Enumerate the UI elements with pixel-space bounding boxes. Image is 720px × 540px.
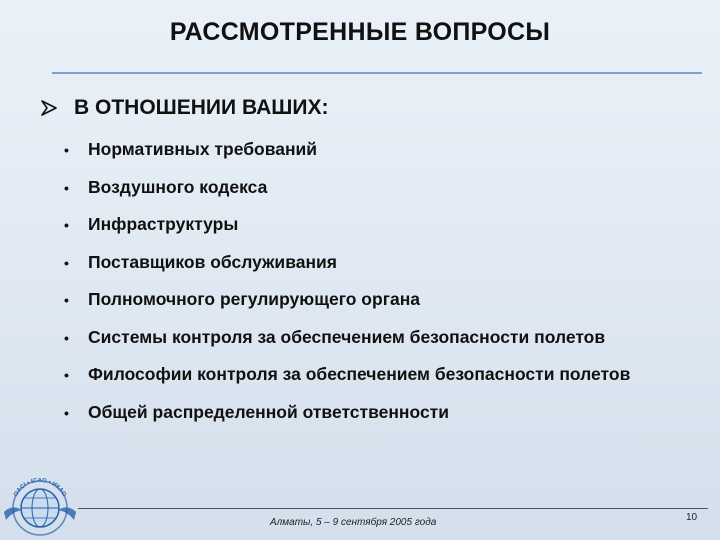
list-item-text: Полномочного регулирующего органа bbox=[88, 289, 421, 309]
bullet-icon: • bbox=[64, 254, 69, 271]
list-item bbox=[64, 214, 704, 235]
list-item bbox=[64, 289, 704, 310]
list-item-text: Поставщиков обслуживания bbox=[88, 251, 337, 272]
bullet-list bbox=[64, 139, 704, 439]
list-item bbox=[64, 364, 704, 385]
bullet-icon: • bbox=[64, 367, 69, 383]
list-item bbox=[64, 402, 704, 423]
list-item-text: Общей распределенной ответственности bbox=[88, 401, 450, 422]
list-item-text: Системы контроля за обеспечением безопасности полетов bbox=[88, 326, 606, 347]
list-item bbox=[64, 252, 704, 273]
bullet-icon: • bbox=[64, 329, 69, 346]
list-item-text: Воздушного кодекса bbox=[88, 176, 268, 197]
footer-location-date: Алматы, 5 – 9 сентября 2005 года bbox=[270, 517, 437, 528]
bullet-icon: • bbox=[64, 142, 69, 158]
logo-ring-text: OACI • ICAO • ИКАО bbox=[13, 477, 67, 498]
footer-divider bbox=[78, 508, 708, 509]
page-number: 10 bbox=[686, 512, 698, 523]
bullet-icon: • bbox=[64, 404, 69, 421]
section-heading-text: В ОТНОШЕНИИ ВАШИХ: bbox=[74, 96, 329, 119]
icao-logo-icon bbox=[0, 468, 80, 538]
bullet-icon: • bbox=[64, 179, 69, 196]
slide-title: РАССМОТРЕННЫЕ ВОПРОСЫ bbox=[169, 18, 551, 46]
section-heading bbox=[40, 96, 328, 120]
title-divider bbox=[52, 72, 702, 74]
list-item-text: Философии контроля за обеспечением безопасности полетов bbox=[88, 364, 631, 384]
list-item bbox=[64, 327, 704, 348]
bullet-icon: • bbox=[64, 292, 69, 308]
list-item bbox=[64, 139, 704, 160]
list-item-text: Инфраструктуры bbox=[88, 214, 239, 234]
arrow-bullet-icon bbox=[40, 99, 58, 117]
list-item-text: Нормативных требований bbox=[88, 139, 318, 159]
bullet-icon: • bbox=[64, 217, 69, 233]
list-item bbox=[64, 177, 704, 198]
